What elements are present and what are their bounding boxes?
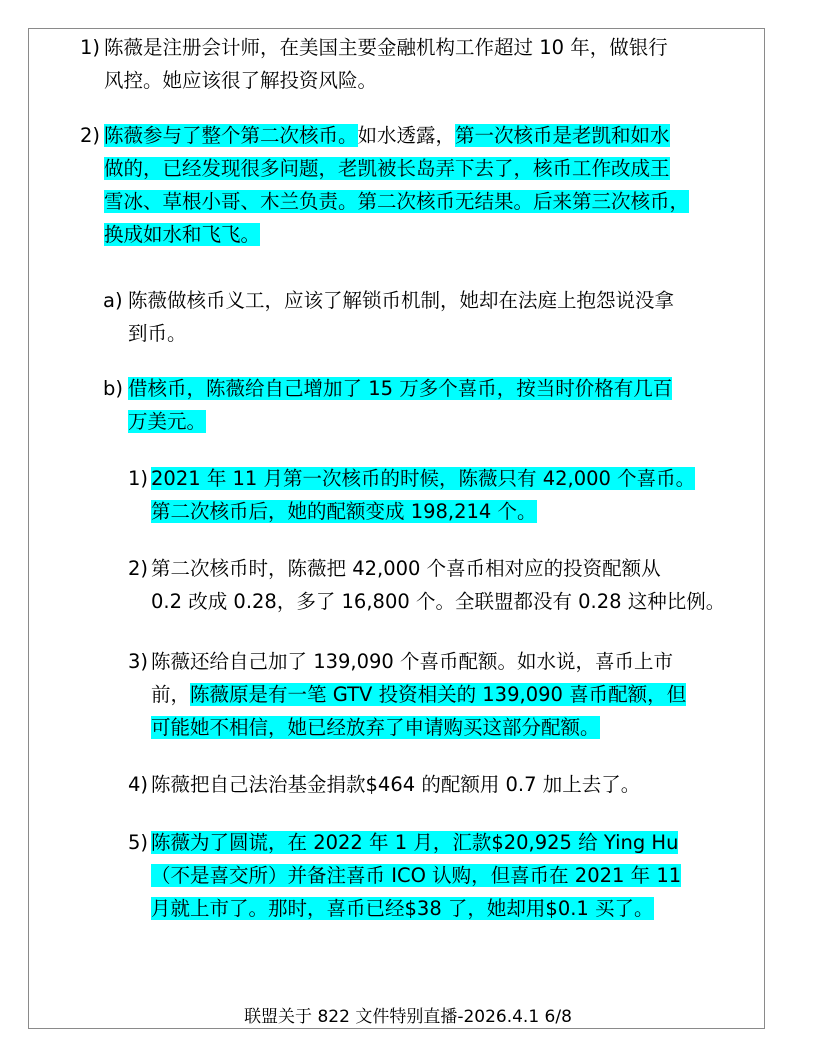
highlighted-text: （不是喜交所）并备注喜币 ICO 认购，但喜币在 2021 年 11 xyxy=(151,864,682,887)
text-line xyxy=(104,218,689,251)
highlighted-text: 月就上市了。那时，喜币已经$38 了，她却用$0.1 买了。 xyxy=(151,897,654,920)
highlighted-text: 可能她不相信，她已经放弃了申请购买这部分配额。 xyxy=(151,716,600,739)
text-line xyxy=(151,768,640,801)
highlighted-text: 换成如水和飞飞。 xyxy=(104,223,261,246)
text-run: 前， xyxy=(151,683,191,706)
item-text xyxy=(151,826,681,925)
text-line xyxy=(128,405,672,438)
list-item xyxy=(128,826,681,925)
item-text xyxy=(151,645,686,744)
item-text xyxy=(104,31,668,97)
text-line xyxy=(128,317,674,350)
text-run: 到币。 xyxy=(128,322,187,345)
item-number: 2) xyxy=(128,557,149,580)
text-run: 风控。她应该很了解投资风险。 xyxy=(104,69,378,92)
list-item xyxy=(103,284,674,350)
item-number: 1) xyxy=(128,467,149,490)
item-number: b) xyxy=(103,377,123,400)
text-line xyxy=(151,585,725,618)
text-run: 陈薇把自己法治基金捐款$464 的配额用 0.7 加上去了。 xyxy=(151,773,641,796)
item-number: 1) xyxy=(80,36,101,59)
text-line xyxy=(151,678,686,711)
item-text xyxy=(104,119,689,251)
highlighted-text: 陈薇参与了整个第二次核币。 xyxy=(104,124,358,147)
text-line xyxy=(104,152,689,185)
item-text xyxy=(151,768,640,801)
text-run: 0.2 改成 0.28，多了 16,800 个。全联盟都没有 0.28 这种比例。 xyxy=(151,590,726,613)
text-run: 陈薇还给自己加了 139,090 个喜币配额。如水说，喜币上市 xyxy=(151,650,674,673)
highlighted-text: 雪冰、草根小哥、木兰负责。第二次核币无结果。后来第三次核币， xyxy=(104,190,690,213)
highlighted-text: 陈薇为了圆谎，在 2022 年 1 月，汇款$20,925 给 Ying Hu xyxy=(151,831,679,854)
list-item xyxy=(128,552,725,618)
text-run: 如水透露， xyxy=(357,124,456,147)
text-line xyxy=(104,31,668,64)
highlighted-text: 万美元。 xyxy=(128,410,207,433)
list-item xyxy=(80,31,668,97)
text-line xyxy=(151,645,686,678)
item-text xyxy=(128,284,674,350)
highlighted-text: 陈薇原是有一笔 GTV 投资相关的 139,090 喜币配额，但 xyxy=(190,683,687,706)
item-number: a) xyxy=(103,289,123,312)
text-line xyxy=(104,119,689,152)
text-run: 陈薇做核币义工，应该了解锁币机制，她却在法庭上抱怨说没拿 xyxy=(128,289,675,312)
text-line xyxy=(151,859,681,892)
text-run: 陈薇是注册会计师，在美国主要金融机构工作超过 10 年，做银行 xyxy=(104,36,668,59)
highlighted-text: 第二次核币后，她的配额变成 198,214 个。 xyxy=(151,500,537,523)
list-item xyxy=(128,768,640,801)
highlighted-text: 借核币，陈薇给自己增加了 15 万多个喜币，按当时价格有几百 xyxy=(128,377,673,400)
text-line xyxy=(151,495,695,528)
text-line xyxy=(151,711,686,744)
list-item xyxy=(103,372,672,438)
text-line xyxy=(151,892,681,925)
item-text xyxy=(151,552,725,618)
list-item xyxy=(128,645,686,744)
item-number: 4) xyxy=(128,773,149,796)
item-number: 3) xyxy=(128,650,149,673)
text-line xyxy=(104,185,689,218)
item-number: 2) xyxy=(80,124,101,147)
item-text xyxy=(128,372,672,438)
highlighted-text: 第一次核币是老凯和如水 xyxy=(455,124,670,147)
text-line xyxy=(151,462,695,495)
highlighted-text: 2021 年 11 月第一次核币的时候，陈薇只有 42,000 个喜币。 xyxy=(151,467,696,490)
text-run: 第二次核币时，陈薇把 42,000 个喜币相对应的投资配额从 xyxy=(151,557,661,580)
text-line xyxy=(151,826,681,859)
text-line xyxy=(104,64,668,97)
text-line xyxy=(151,552,725,585)
list-item xyxy=(128,462,695,528)
text-line xyxy=(128,284,674,317)
list-item xyxy=(80,119,689,251)
item-number: 5) xyxy=(128,831,149,854)
text-line xyxy=(128,372,672,405)
page-footer: 联盟关于 822 文件特别直播-2026.4.1 6/8 xyxy=(244,1007,572,1027)
highlighted-text: 做的，已经发现很多问题，老凯被长岛弄下去了，核币工作改成王 xyxy=(104,157,670,180)
item-text xyxy=(151,462,695,528)
